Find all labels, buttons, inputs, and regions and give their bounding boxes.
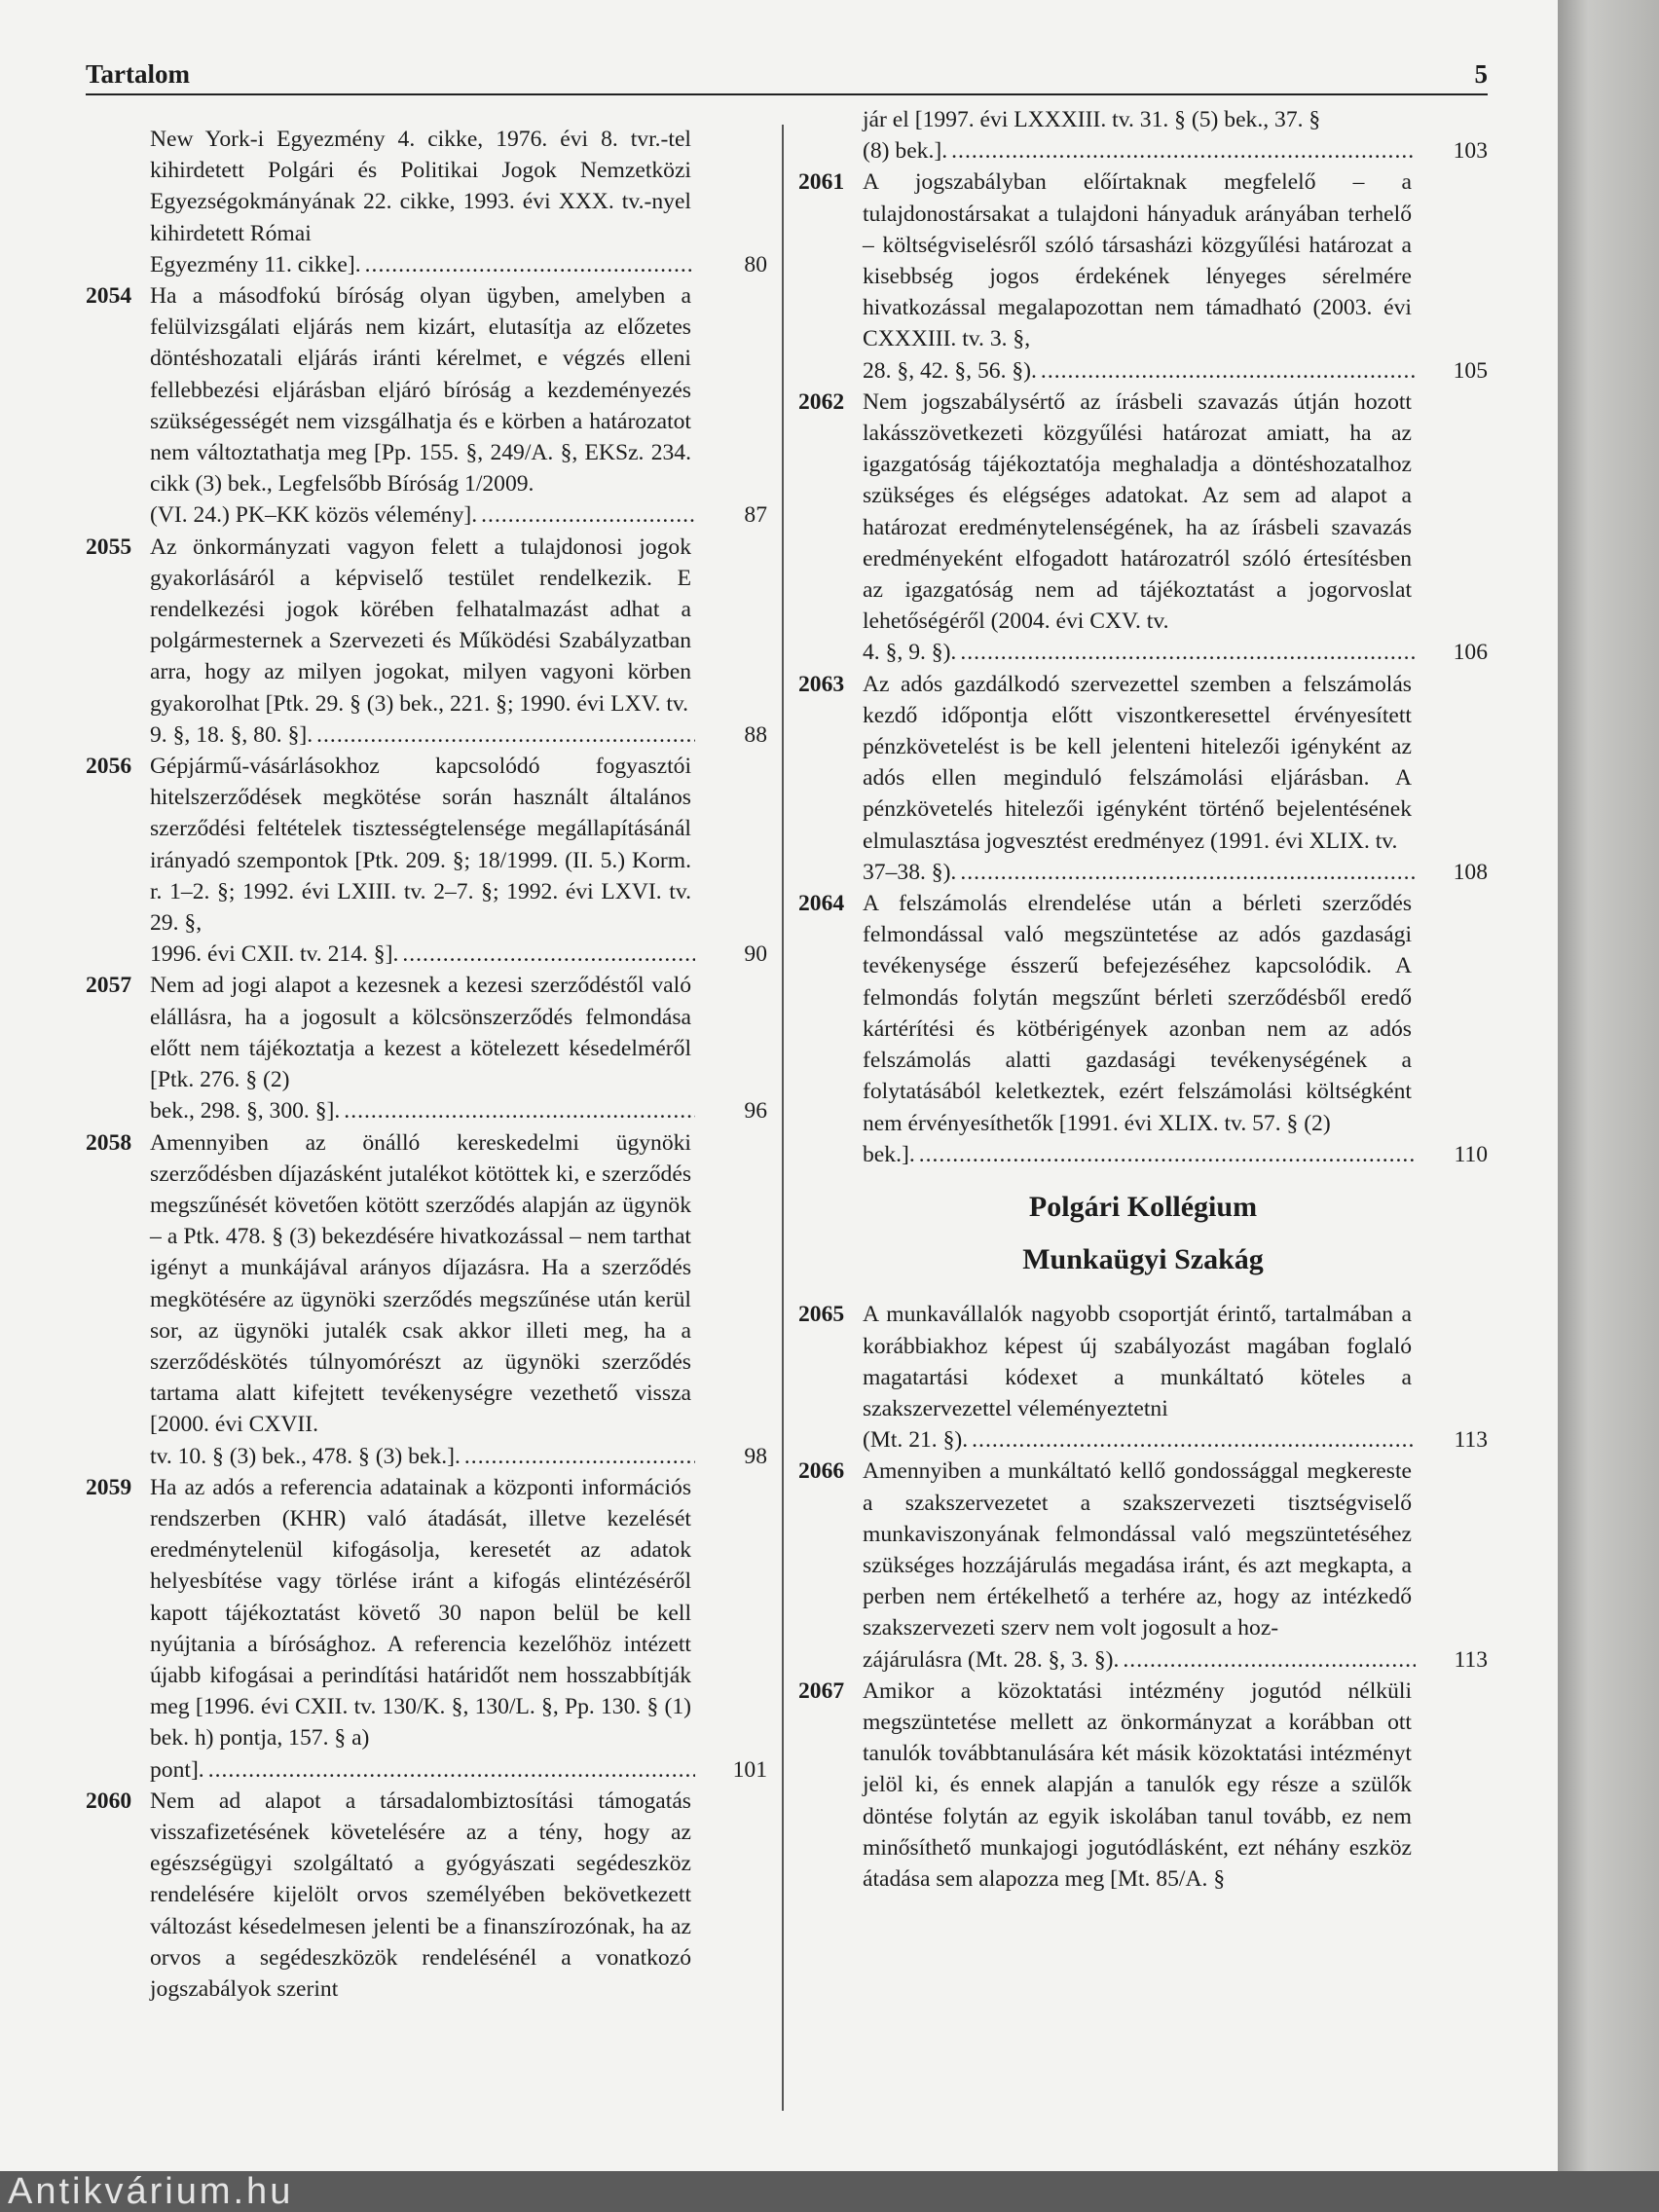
- entry-text: Ha a másodfokú bíróság olyan ügyben, amelyben a felülvizsgálati eljárás nem kizárt, elutasítja az előzetes döntéshozatali eljárás iránti kérelmet, e végzés elleni fellebbezési eljárásban eljáró bíróság a kezdeményezés szükségességét nem vizsgálhatja és e körben a határozatot nem változtathatja meg [Pp. 155. §, 249/A. §, EKSz. 234. cikk (3) bek., Legfelsőbb Bíróság 1/2009.: [150, 283, 691, 498]
- entry-number: 2065: [798, 1302, 845, 1328]
- entry-last-line: [863, 857, 1488, 888]
- entry-text: New York-i Egyezmény 4. cikke, 1976. évi 8. tvr.-tel kihirdetett Polgári és Politikai Jogok Nemzetközi Egyezségokmányának 22. cikke, 1993. évi XXX. tv.-nyel kihirdetett Római: [150, 127, 691, 246]
- entry-page-number: 106: [1453, 640, 1488, 666]
- entry-page-number: 96: [744, 1098, 767, 1124]
- entry-last-text: 37–38. §).: [863, 859, 957, 885]
- entry-last-line: [150, 719, 767, 751]
- entry-last-text: bek., 298. §, 300. §].: [150, 1098, 341, 1124]
- entry-last-text: Egyezmény 11. cikke].: [150, 251, 361, 277]
- header-page-number: 5: [1474, 59, 1488, 89]
- entry-number: 2057: [86, 973, 132, 999]
- entry-last-line: [150, 1095, 767, 1126]
- right-column: [798, 104, 1488, 1895]
- entry-text: Gépjármű-vásárlásokhoz kapcsolódó fogyasztói hitelszerződések megkötése során használt általános szerződési feltételek tisztességtelensége megállapításánál irányadó szempontok [Ptk. 209. §; 18/1999. (II. 5.) Korm. r. 1–2. §; 1992. évi LXIII. tv. 2–7. §; 1992. évi LXVI. tv. 29. §,: [150, 754, 691, 937]
- entry-page-number: 108: [1453, 859, 1488, 885]
- leader-dots: [1041, 355, 1416, 387]
- leader-dots: [402, 939, 695, 970]
- entry-page-number: 113: [1454, 1427, 1488, 1454]
- entry-page-number: 88: [744, 721, 767, 748]
- entry-text: A munkavállalók nagyobb csoportját érintő, tartalmában a korábbiakhoz képest új szabályozást magában foglaló magatartási kódexet a munkáltató köteles a szakszervezettel véleményeztetni: [863, 1302, 1412, 1421]
- entry-text: jár el [1997. évi LXXXIII. tv. 31. § (5) bek., 37. §: [863, 107, 1321, 132]
- entry-last-text: pont].: [150, 1756, 204, 1783]
- entry-page-number: 87: [744, 502, 767, 529]
- entry-last-line: [863, 135, 1488, 166]
- toc-entry: [798, 1676, 1488, 1895]
- toc-entry: [86, 124, 767, 280]
- entry-last-text: 4. §, 9. §).: [863, 640, 957, 666]
- entry-number: 2055: [86, 534, 132, 560]
- entry-text: Amikor a közoktatási intézmény jogutód nélküli megszüntetése mellett az önkormányzat a korábban ott tanulók továbbtanulására két másik közoktatási intézményt jelöl ki, és ennek alapján a tanulók egy része a szülők döntése folytán az egyik iskolában tanul tovább, ez nem minősíthető munkajogi jogutódlásként, ezt néhány eszköz átadása sem alapozza meg [Mt. 85/A. §: [863, 1677, 1412, 1892]
- entry-last-line: [863, 1424, 1488, 1456]
- entry-text: Ha az adós a referencia adatainak a központi információs rendszerben (KHR) való átadását, illetve kezelését eredménytelenül kifogásolja, keresetét az adatok helyesbítése vagy törlése iránt a kifogás elintézéséről kapott tájékoztatást követő 30 napon belül be kell nyújtania a bírósághoz. A referencia kezelőhöz intézett újabb kifogásai a perindítási határidőt nem hosszabbítják meg [1996. évi CXII. tv. 130/K. §, 130/L. §, Pp. 130. § (1) bek. h) pontja, 157. § a): [150, 1474, 691, 1751]
- entry-text: A felszámolás elrendelése után a bérleti szerződés felmondással való megszüntetése az adós gazdasági tevékenysége ésszerű befejezéséhez kapcsolódik. A felmondás folytán megszűnt bérleti szerződésből eredő kártérítési és kötbérigények azonban nem az adós felszámolás alatti gazdasági tevékenységének a folytatásából keletkeztek, ezért felszámolási költségként nem érvényesíthetők [1991. évi XLIX. tv. 57. § (2): [863, 891, 1412, 1136]
- entry-text: Az adós gazdálkodó szervezettel szemben a felszámolás kezdő időpontja előtt viszontkeresettel érvényesített pénzkövetelést is be kell jelenteni hitelezői igényként az adós ellen meginduló felszámolási eljárásban. A pénzkövetelés hitelezői igényként történő bejelentésének elmulasztása jogvesztést eredményez (1991. évi XLIX. tv.: [863, 671, 1412, 854]
- leader-dots: [960, 637, 1416, 668]
- entry-last-line: [150, 1441, 767, 1472]
- entry-number: 2063: [798, 671, 845, 697]
- entry-last-text: 28. §, 42. §, 56. §).: [863, 357, 1037, 384]
- entry-last-line: [150, 249, 767, 280]
- page-edge: [1558, 0, 1659, 2212]
- leader-dots: [1123, 1644, 1416, 1676]
- toc-entry: [86, 1127, 767, 1472]
- entry-number: 2064: [798, 891, 845, 917]
- entry-page-number: 80: [744, 251, 767, 277]
- header-title: Tartalom: [86, 59, 190, 89]
- entry-last-text: bek.].: [863, 1141, 915, 1167]
- entry-last-line: [863, 1644, 1488, 1676]
- leader-dots: [951, 135, 1416, 166]
- entry-number: 2061: [798, 169, 845, 196]
- running-header: [86, 53, 1488, 95]
- entry-text: Amennyiben az önálló kereskedelmi ügynöki szerződésben díjazásként jutalékot kötöttek ki, e szerződés megszűnését követően kötött szerződés alapján az ügynök – a Ptk. 478. § (3) bekezdésére hivatkozással – nem tarthat igényt a munkájával arányos díjazásra. Ha a szerződés megkötésére az ügynöki szerződés megszűnése után kerül sor, az ügynöki jutalék csak akkor illeti meg, ha a szerződéskötés túlnyomórészt az ügynöki szerződés tartama alatt kifejtett tevékenységre vezethető vissza [2000. évi CXVII.: [150, 1129, 691, 1438]
- left-column: [86, 124, 767, 2005]
- entry-page-number: 98: [744, 1443, 767, 1469]
- entry-last-line: [863, 637, 1488, 668]
- entry-page-number: 90: [744, 941, 767, 968]
- entry-text: A jogszabályban előírtaknak megfelelő – a tulajdonostársakat a tulajdoni hányaduk arányában terhelő – költségviselésről szóló társasházi közgyűlési határozat a kisebbség jogos érdekének lényeges sérelmére hivatkozással megalapozottan nem támadható (2003. évi CXXXIII. tv. 3. §,: [863, 169, 1412, 352]
- entry-last-text: (8) bek.].: [863, 138, 948, 165]
- leader-dots: [972, 1424, 1416, 1456]
- entry-last-line: [150, 939, 767, 970]
- toc-entry: [86, 532, 767, 751]
- toc-entry: [798, 669, 1488, 888]
- watermark: Antikvárium.hu: [0, 2171, 1659, 2212]
- entry-number: 2060: [86, 1788, 132, 1814]
- toc-entry: [86, 1786, 767, 2005]
- entry-number: 2054: [86, 283, 132, 310]
- entry-text: Az önkormányzati vagyon felett a tulajdonosi jogok gyakorlásáról a képviselő testület rendelkezik. E rendelkezési jogok körében felhatalmazást adhat a polgármesternek a Szervezeti és Működési Szabályzatban arra, hogy az milyen jogokat, milyen vagyoni körben gyakorolhat [Ptk. 29. § (3) bek., 221. §; 1990. évi LXV. tv.: [150, 534, 691, 717]
- entry-number: 2067: [798, 1677, 845, 1704]
- entry-last-line: [863, 355, 1488, 387]
- leader-dots: [960, 857, 1416, 888]
- entry-last-text: (Mt. 21. §).: [863, 1427, 969, 1454]
- toc-entry: [798, 166, 1488, 386]
- entry-last-line: [150, 1754, 767, 1786]
- toc-entry: [798, 387, 1488, 669]
- entry-number: 2056: [86, 754, 132, 780]
- entry-last-text: 9. §, 18. §, 80. §].: [150, 721, 313, 748]
- entry-last-text: 1996. évi CXII. tv. 214. §].: [150, 941, 399, 968]
- toc-entry: [86, 280, 767, 532]
- leader-dots: [316, 719, 695, 751]
- entry-page-number: 110: [1454, 1141, 1488, 1167]
- section-title: Polgári Kollégium: [1028, 1190, 1258, 1223]
- toc-entry: [86, 970, 767, 1126]
- entry-page-number: 101: [732, 1756, 767, 1783]
- toc-entry: [798, 1299, 1488, 1456]
- entry-number: 2058: [86, 1129, 132, 1156]
- entry-number: 2066: [798, 1458, 845, 1485]
- entry-number: 2059: [86, 1474, 132, 1500]
- section-subtitle: Munkaügyi Szakág: [1022, 1243, 1264, 1276]
- entry-last-text: (VI. 24.) PK–KK közös vélemény].: [150, 502, 478, 529]
- entry-page-number: 113: [1454, 1646, 1488, 1673]
- toc-entry: [86, 1472, 767, 1786]
- leader-dots: [344, 1095, 695, 1126]
- entry-last-text: tv. 10. § (3) bek., 478. § (3) bek.].: [150, 1443, 461, 1469]
- entry-text: Nem ad alapot a társadalombiztosítási támogatás visszafizetésének követelésére az a tény, hogy az egészségügyi szolgáltató a gyógyászati segédeszköz rendelésére kijelölt orvos személyében bekövetkezett változást késedelmesen jelenti be a finanszírozónak, ha az orvos a segédeszközök rendelésénél a vonatkozó jogszabályok szerint: [150, 1788, 691, 2002]
- toc-entry: [798, 888, 1488, 1170]
- entry-number: 2062: [798, 388, 845, 415]
- entry-last-line: [863, 1139, 1488, 1170]
- entry-last-text: zájárulásra (Mt. 28. §, 3. §).: [863, 1646, 1120, 1673]
- entry-text: Nem jogszabálysértő az írásbeli szavazás útján hozott lakásszövetkezeti közgyűlési határozat amiatt, ha az igazgatóság tájékoztatója meghaladja a döntéshozatalhoz szükséges és elégséges adatokat. Az sem ad alapot a határozat eredménytelenségének, ha az írásbeli szavazás eredményeként elfogadott határozatról szóló értesítésben az igazgatóság nem ad tájékoztatást a jogorvoslat lehetőségéről (2004. évi CXV. tv.: [863, 388, 1412, 635]
- entry-page-number: 103: [1453, 138, 1488, 165]
- leader-dots: [208, 1754, 695, 1786]
- leader-dots: [365, 249, 695, 280]
- toc-entry: [798, 1456, 1488, 1675]
- entry-text: Amennyiben a munkáltató kellő gondossággal megkereste a szakszervezetet a szakszervezeti tisztségviselő munkaviszonyának felmondással való megszüntetéséhez szükséges hozzájárulás megadása iránt, és azt megkapta, a perben nem értékelhető a terhére az, hogy az intézkedő szakszervezeti szerv nem volt jogosult a hoz-: [863, 1458, 1412, 1641]
- leader-dots: [464, 1441, 695, 1472]
- entry-text: Nem ad jogi alapot a kezesnek a kezesi szerződéstől való elállásra, ha a jogosult a kölcsönszerződés felmondása előtt nem tájékoztatja a kezest a kötelezett késedelméről [Ptk. 276. § (2): [150, 973, 691, 1093]
- toc-entry: [86, 751, 767, 970]
- entry-page-number: 105: [1453, 357, 1488, 384]
- toc-entry: [798, 104, 1488, 166]
- entry-last-line: [150, 499, 767, 531]
- leader-dots: [919, 1139, 1416, 1170]
- leader-dots: [481, 499, 695, 531]
- column-divider: [782, 125, 784, 2111]
